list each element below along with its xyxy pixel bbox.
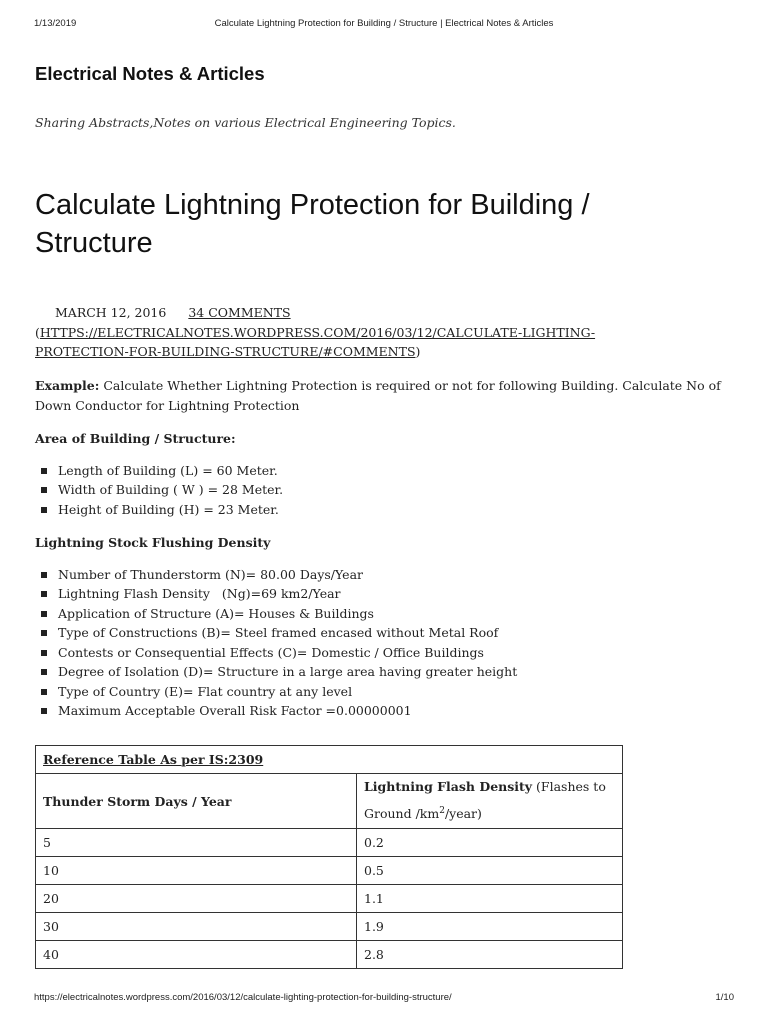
list-item: Length of Building (L) = 60 Meter. <box>35 461 735 481</box>
table-row <box>36 941 623 969</box>
list-item: Lightning Flash Density (Ng)=69 km2/Year <box>35 584 735 604</box>
print-url: https://electricalnotes.wordpress.com/2016/03/12/calculate-lighting-protection-for-building-structure/ <box>34 992 452 1003</box>
table-cell: 1.1 <box>357 885 623 913</box>
table-cell: 0.2 <box>357 829 623 857</box>
table-cell: 10 <box>36 857 357 885</box>
post-title: Calculate Lightning Protection for Building / Structure <box>35 189 590 259</box>
table-cell: 1.9 <box>357 913 623 941</box>
table-row <box>36 857 623 885</box>
area-list <box>35 461 735 520</box>
site-title[interactable]: Electrical Notes & Articles <box>35 63 265 84</box>
comments-link[interactable]: 34 COMMENTS <box>188 305 291 320</box>
density-list <box>35 565 735 721</box>
site-description: Sharing Abstracts,Notes on various Electrical Engineering Topics. <box>35 115 456 130</box>
table-header-row <box>36 774 623 829</box>
density-heading: Lightning Stock Flushing Density <box>35 535 271 550</box>
table-cell: 0.5 <box>357 857 623 885</box>
list-item: Width of Building ( W ) = 28 Meter. <box>35 480 735 500</box>
list-item: Height of Building (H) = 23 Meter. <box>35 500 735 520</box>
table-cell: 40 <box>36 941 357 969</box>
example-label: Example: <box>35 378 100 393</box>
table-cell: 2.8 <box>357 941 623 969</box>
list-item: Contests or Consequential Effects (C)= Domestic / Office Buildings <box>35 643 735 663</box>
table-cell: 20 <box>36 885 357 913</box>
table-caption: Reference Table As per IS:2309 <box>43 752 264 767</box>
print-date: 1/13/2019 <box>34 18 77 29</box>
list-item: Type of Country (E)= Flat country at any level <box>35 682 735 702</box>
print-footer <box>34 992 734 1006</box>
post-date: MARCH 12, 2016 <box>55 305 167 320</box>
table-cell: 5 <box>36 829 357 857</box>
post-meta: MARCH 12, 2016 34 COMMENTS (HTTPS://ELECTRICALNOTES.WORDPRESS.COM/2016/03/12/CALCULATE-LIGHTING-PROTECTION-FOR-BUILDING-STRUCTURE/#COMMENTS) <box>35 305 596 359</box>
example-text: Calculate Whether Lightning Protection is required or not for following Building. Calculate No of Down Conductor for Lightning Protection <box>35 378 721 413</box>
list-item: Maximum Acceptable Overall Risk Factor =0.00000001 <box>35 701 735 721</box>
post-body <box>35 376 735 721</box>
list-item: Type of Constructions (B)= Steel framed encased without Metal Roof <box>35 623 735 643</box>
table-row <box>36 885 623 913</box>
list-item: Number of Thunderstorm (N)= 80.00 Days/Year <box>35 565 735 585</box>
table-row <box>36 913 623 941</box>
print-page-title: Calculate Lightning Protection for Building / Structure | Electrical Notes & Articles <box>214 18 554 29</box>
reference-table <box>35 745 623 969</box>
col1-header: Thunder Storm Days / Year <box>36 774 357 829</box>
comments-url-link[interactable]: HTTPS://ELECTRICALNOTES.WORDPRESS.COM/2016/03/12/CALCULATE-LIGHTING-PROTECTION-FOR-BUILDING-STRUCTURE/#COMMENTS <box>35 324 596 359</box>
area-heading: Area of Building / Structure: <box>35 431 236 446</box>
table-caption-row <box>36 746 623 774</box>
page-number: 1/10 <box>715 992 734 1003</box>
col2-header: Lightning Flash Density (Flashes to Ground $/km^2/year$) <box>357 774 623 829</box>
list-item: Application of Structure (A)= Houses & Buildings <box>35 604 735 624</box>
example-paragraph <box>35 376 735 415</box>
table-row <box>36 829 623 857</box>
list-item: Degree of Isolation (D)= Structure in a large area having greater height <box>35 662 735 682</box>
print-header <box>34 18 734 32</box>
table-cell: 30 <box>36 913 357 941</box>
